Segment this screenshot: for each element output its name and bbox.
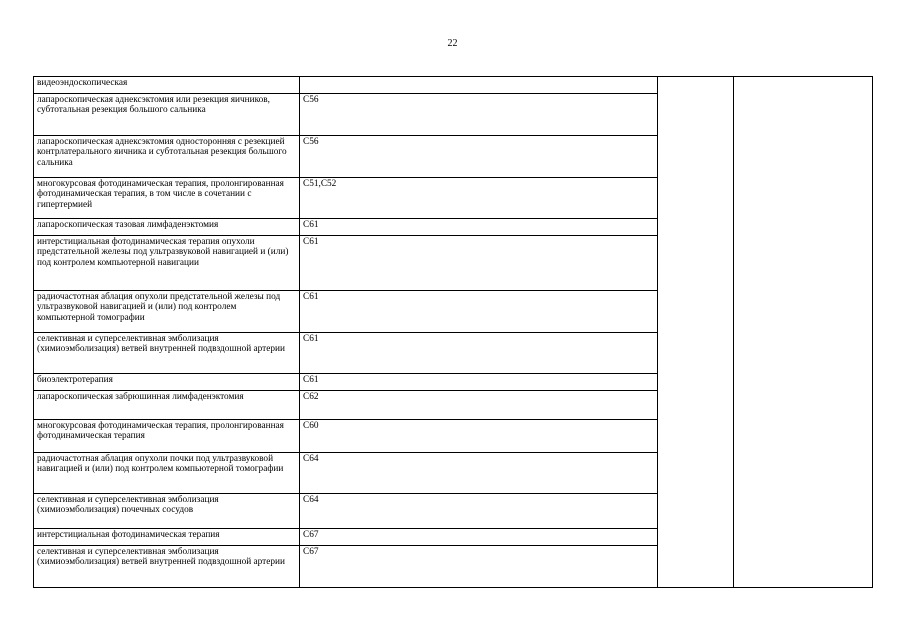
code-cell: C60 [300, 420, 658, 453]
procedure-cell: многокурсовая фотодинамическая терапия, пролонгированная фотодинамическая терапия, в том числе в сочетании с гипертермией [34, 178, 300, 219]
code-cell: C67 [300, 546, 658, 588]
table-row [34, 77, 873, 94]
procedure-cell: радиочастотная аблация опухоли почки под ультразвуковой навигацией и (или) под контролем компьютерной томографии [34, 453, 300, 494]
code-cell: C67 [300, 529, 658, 546]
code-cell [300, 77, 658, 94]
procedure-cell: интерстициальная фотодинамическая терапия [34, 529, 300, 546]
procedure-cell: селективная и суперселективная эмболизация (химиоэмболизация) ветвей внутренней подвздошной артерии [34, 546, 300, 588]
code-cell: C61 [300, 333, 658, 374]
code-cell: C64 [300, 494, 658, 529]
code-cell: C61 [300, 291, 658, 333]
code-cell: C61 [300, 374, 658, 391]
procedure-cell: лапароскопическая тазовая лимфаденэктомия [34, 219, 300, 236]
empty-column-cell [658, 77, 734, 588]
procedure-cell: интерстициальная фотодинамическая терапия опухоли предстательной железы под ультразвуковой навигацией и (или) под контролем компьютерной навигации [34, 236, 300, 291]
code-cell: C56 [300, 94, 658, 136]
procedure-cell: видеоэндоскопическая [34, 77, 300, 94]
procedure-cell: селективная и суперселективная эмболизация (химиоэмболизация) почечных сосудов [34, 494, 300, 529]
code-cell: C51,C52 [300, 178, 658, 219]
code-cell: C62 [300, 391, 658, 420]
procedure-cell: биоэлектротерапия [34, 374, 300, 391]
procedure-cell: селективная и суперселективная эмболизация (химиоэмболизация) ветвей внутренней подвздошной артерии [34, 333, 300, 374]
code-cell: C61 [300, 236, 658, 291]
code-cell: C64 [300, 453, 658, 494]
procedure-cell: лапароскопическая забрюшинная лимфаденэктомия [34, 391, 300, 420]
page-number: 22 [447, 38, 458, 49]
code-cell: C56 [300, 136, 658, 178]
empty-column-cell [734, 77, 873, 588]
procedure-cell: многокурсовая фотодинамическая терапия, пролонгированная фотодинамическая терапия [34, 420, 300, 453]
procedure-cell: радиочастотная аблация опухоли предстательной железы под ультразвуковой навигацией и (или) под контролем компьютерной томографии [34, 291, 300, 333]
procedure-cell: лапароскопическая аднексэктомия односторонняя с резекцией контрлатерального яичника и субтотальная резекция большого сальника [34, 136, 300, 178]
code-cell: C61 [300, 219, 658, 236]
procedure-cell: лапароскопическая аднексэктомия или резекция яичников, субтотальная резекция большого сальника [34, 94, 300, 136]
procedures-table [33, 76, 873, 588]
